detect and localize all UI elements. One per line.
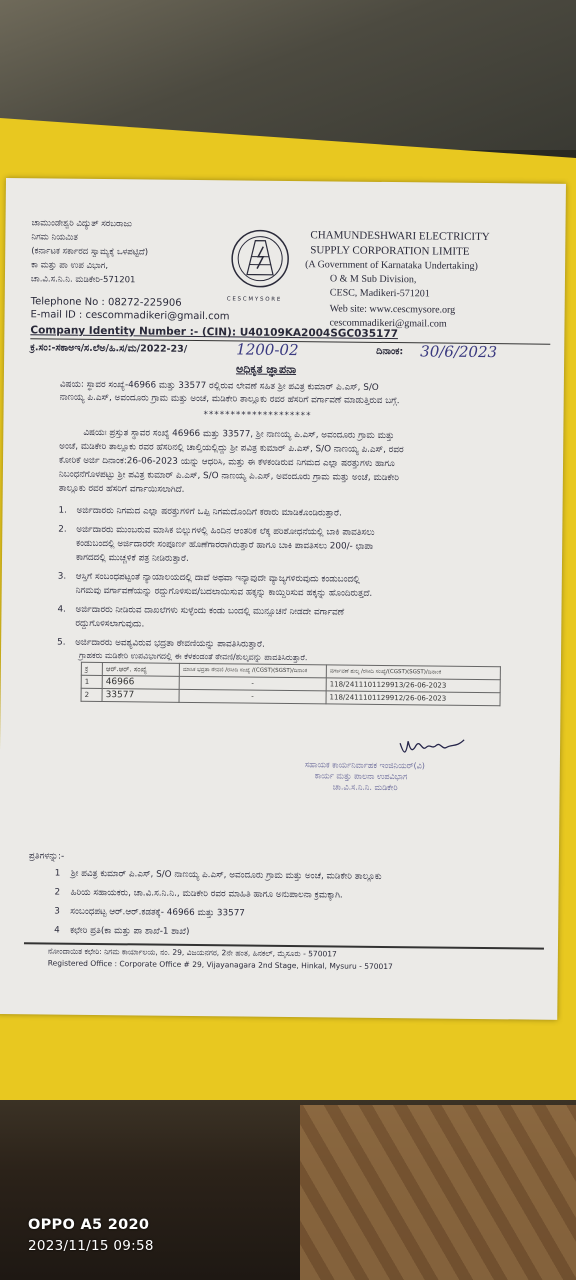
logo-caption: C E S C M Y S O R E (226, 296, 281, 303)
header-left-line: (ಕರ್ನಾಟಕ ಸರ್ಕಾರದ ಸ್ವಾಮ್ಯಕ್ಕೆ ಒಳಪಟ್ಟಿದೆ) (31, 246, 149, 258)
condition-text: ರದ್ದುಗೊಳಿಸಲಾಗುವುದು. (75, 618, 145, 630)
body-paragraph-line: ತಾಲ್ಲೂಕು ರವರ ಹೆಸರಿಗೆ ವರ್ಗಾಯಿಸಲಾಗಿದೆ. (58, 483, 185, 495)
copy-number: 3 (54, 906, 60, 917)
fees-table (81, 662, 501, 706)
copy-text: ಕಛೇರಿ ಪ್ರತಿ(ಕಾ ಮತ್ತು ಪಾ ಶಾಖೆ-1 ಶಾಖೆ) (70, 925, 190, 937)
table-cell: - (179, 676, 326, 691)
condition-number: 2. (58, 524, 67, 535)
copies-label: ಪ್ರತಿಗಳನ್ನು:- (28, 851, 65, 862)
office-email: cescommadikeri@gmail.com (329, 317, 447, 330)
condition-text: ಕಾಗದದಲ್ಲಿ ಮುಚ್ಚಳಿಕೆ ಪತ್ರ ನೀಡಿರುತ್ತಾರೆ. (75, 552, 189, 564)
signature-stamp (305, 759, 425, 793)
office-name: O & M Sub Division, (329, 273, 417, 286)
table-cell: 118/2411101129912/26-06-2023 (326, 691, 500, 706)
table-header-cell: ಆರ್.ಆರ್. ಸಂಖ್ಯೆ (102, 663, 179, 677)
condition-number: 5. (57, 637, 66, 648)
company-undertaking: (A Government of Karnataka Undertaking) (305, 259, 478, 272)
stamp-line: ಕಾರ್ಯ ಮತ್ತು ಪಾಲನಾ ಉಪವಿಭಾಗ (314, 771, 408, 782)
background-wood (300, 1105, 576, 1280)
body-paragraph-line: ನಿಬಂಧನೆಗೊಳಪಟ್ಟು ಶ್ರೀ ಪವಿತ್ರ ಕುಮಾರ್ ಪಿ.ಎಸ್, S/O ನಾಣಯ್ಯ ಪಿ.ಎಸ್, ಅವಂದೂರು ಗ್ರಾಮ ಮತ್ತು ಅಂಚೆ, ಮಡಿಕೇರಿ (58, 469, 399, 484)
header-left-line: ನಿಗಮ ನಿಯಮಿತ (31, 232, 79, 243)
stamp-line: ಚಾ.ವಿ.ಸ.ನಿ.ನಿ. ಮಡಿಕೇರಿ (332, 782, 398, 793)
body-paragraph-line: ಕೋರಿಕೆ ಅರ್ಜಿ ದಿನಾಂಕ:26-06-2023 ಯನ್ನು ಆಧರಿಸಿ, ಮತ್ತು ಈ ಕೆಳಕಂಡಿರುವ ನಿಗಮದ ಎಲ್ಲಾ ಷರತ್ತುಗಳು ಹಾಗೂ (58, 455, 395, 470)
condition-number: 3. (57, 571, 67, 582)
office-address: CESC, Madikeri-571201 (329, 287, 430, 300)
condition-number: 1. (58, 505, 67, 516)
cesc-logo-icon (225, 226, 296, 297)
date-handwritten: 30/6/2023 (420, 342, 498, 362)
table-cell: - (179, 689, 326, 704)
copy-text: ಹಿರಿಯ ಸಹಾಯಕರು, ಚಾ.ವಿ.ಸ.ನಿ.ನಿ., ಮಡಿಕೇರಿ ರವರ ಮಾಹಿತಿ ಹಾಗೂ ಅನುಪಾಲನಾ ಕ್ರಮಕ್ಕಾಗಿ. (70, 887, 343, 901)
condition-text: ಕಂಡುಬಂದಲ್ಲಿ ಅರ್ಜಿದಾರರೇ ಸಂಪೂರ್ಣ ಹೊಣೆಗಾರರಾಗಿರುತ್ತಾರೆ ಹಾಗೂ ಬಾಕಿ ಪಾವತಿಸಲು 200/- ಛಾಪಾ (76, 538, 374, 552)
table-cell: 2 (81, 688, 102, 701)
signature-icon (398, 735, 468, 760)
document-page (0, 178, 566, 1020)
stars-divider: ******************** (203, 410, 312, 422)
table-cell: 1 (81, 675, 102, 688)
table-header-cell: ವರ್ಗಾವಣೆ ಶುಲ್ಕ /ರಸೀದಿ ಸಂಖ್ಯೆ/(CGST)(SGST)/ದಿನಾಂಕ (326, 665, 500, 680)
header-left-line: ಕಾ ಮತ್ತು ಪಾ ಉಪ ವಿಭಾಗ, (31, 260, 109, 272)
cin: Company Identity Number :- (CIN): U40109KA2004SGC035177 (30, 324, 399, 341)
telephone: Telephone No : 08272-225906 (30, 296, 182, 309)
header-left-line: ಚಾಮುಂಡೇಶ್ವರಿ ವಿದ್ಯುತ್ ಸರಬರಾಜು (31, 218, 132, 230)
condition-number: 4. (57, 604, 66, 615)
header-left-line: ಚಾ.ವಿ.ಸ.ನಿ.ನಿ. ಮಡಿಕೇರಿ-571201 (30, 274, 136, 286)
copy-text: ಶ್ರೀ ಪವಿತ್ರ ಕುಮಾರ್ ಪಿ.ಎಸ್, S/O ನಾಣಯ್ಯ ಪಿ.ಎಸ್, ಅವಂದೂರು ಗ್ರಾಮ ಮತ್ತು ಅಂಚೆ, ಮಡಿಕೇರಿ ತಾಲ್ಲೂಕು (70, 868, 382, 882)
company-name-line2: SUPPLY CORPORATION LIMITE (310, 244, 470, 258)
copy-number: 4 (54, 925, 60, 936)
website: Web site: www.cescmysore.org (329, 303, 456, 316)
table-cell: 46966 (102, 676, 179, 690)
condition-text: ಅರ್ಜಿದಾರರು ಅವಶ್ಯವಿರುವ ಭದ್ರತಾ ಠೇವಣಿಯನ್ನು ಪಾವತಿಸಿರುತ್ತಾರೆ. (75, 637, 265, 650)
date-label: ದಿನಾಂಕ: (376, 345, 404, 358)
signature-text (406, 740, 410, 741)
subject-line: ವಿಷಯ: ಸ್ಥಾವರ ಸಂಖ್ಯೆ-46966 ಮತ್ತು 33577 ರಲ್ಲಿರುವ ಲೇವಣೆ ಸಹಿತ ಶ್ರೀ ಪವಿತ್ರ ಕುಮಾರ್ ಪಿ.ಎಸ್, S/O (59, 379, 379, 393)
subject-line: ನಾಣಯ್ಯ ಪಿ.ಎಸ್, ಅವಂದೂರು ಗ್ರಾಮ ಮತ್ತು ಅಂಚೆ, ಮಡಿಕೇರಿ ತಾಲ್ಲೂಕು ರವರ ಹೆಸರಿಗೆ ವರ್ಗಾವಣೆ ಮಾಡುತ್ತಿರುವ ಬಗ್ಗೆ. (59, 392, 400, 407)
camera-watermark-timestamp: 2023/11/15 09:58 (28, 1238, 154, 1254)
table-cell: 118/2411101129913/26-06-2023 (326, 678, 500, 693)
copy-number: 2 (54, 887, 61, 898)
copy-text: ಸಂಬಂಧಪಟ್ಟ ಆರ್.ಆರ್.ಕಡತಕ್ಕೆ- 46966 ಮತ್ತು 33577 (70, 906, 245, 919)
table-cell: 33577 (102, 689, 179, 703)
table-intro: ಗ್ರಾಹಕರು ಮಡಿಕೇರಿ ಉಪವಿಭಾಗದಲ್ಲಿ ಈ ಕೆಳಕಂಡಂತೆ ಠೇವಣಿ/ಶುಲ್ಕವನ್ನು ಪಾವತಿಸಿರುತ್ತಾರೆ. (78, 650, 308, 663)
body-paragraph-line: ವಿಷಯಃ ಪ್ರಸ್ತುತ ಸ್ಥಾವರ ಸಂಖ್ಯೆ 46966 ಮತ್ತು 33577, ಶ್ರೀ ನಾಣಯ್ಯ ಪಿ.ಎಸ್, ಅವಂದೂರು ಗ್ರಾಮ ಮತ್ತು (83, 427, 395, 442)
footer-kn: ನೋಂದಾಯಿತ ಕಛೇರಿ: ನಿಗಮ ಕಾರ್ಯಾಲಯ, ನಂ. 29, ವಿಜಯನಗರ, 2ನೇ ಹಂತ, ಹಿನಕಲ್, ಮೈಸೂರು - 570017 (47, 946, 337, 959)
footer-en: Registered Office : Corporate Office # 29, Vijayanagara 2nd Stage, Hinkal, Mysuru - 570017 (47, 958, 393, 972)
condition-text: ಅರ್ಜಿದಾರರು ನಿಗಮದ ಎಲ್ಲಾ ಷರತ್ತುಗಳಿಗೆ ಒಪ್ಪಿ ನಿಗಮದೊಂದಿಗೆ ಕರಾರು ಮಾಡಿಕೊಂಡಿರುತ್ತಾರೆ. (76, 505, 342, 519)
condition-text: ಅರ್ಜಿದಾರರು ನೀಡಿರುವ ದಾಖಲೆಗಳು ಸುಳ್ಳೆಂದು ಕಂಡು ಬಂದಲ್ಲಿ ಮುನ್ಸೂಚನೆ ನೀಡದೇ ವರ್ಗಾವಣೆ (75, 604, 345, 618)
body-paragraph-line: ಅಂಚೆ, ಮಡಿಕೇರಿ ತಾಲ್ಲೂಕು ರವರ ಹೆಸರಿನಲ್ಲಿ ಚಾಲ್ತಿಯಲ್ಲಿದ್ದು ಶ್ರೀ ಪವಿತ್ರ ಕುಮಾರ್ ಪಿ.ಎಸ್, S/O ನಾಣಯ್ಯ ಪಿ.ಎಸ್, ರವರ (59, 441, 404, 456)
reference-number-handwritten: 1200-02 (236, 340, 299, 360)
table-header-cell: ಮಾಸಿಕ ಭದ್ರತಾ ಠೇವಣಿ /ರಸೀದಿ ಸಂಖ್ಯೆ /(CGST)(SGST)/ದಿನಾಂಕ (179, 663, 326, 678)
stamp-line: ಸಹಾಯಕ ಕಾರ್ಯನಿರ್ವಾಹಕ ಇಂಜಿನಿಯರ್(ವಿ) (304, 760, 425, 771)
condition-text: ಆಸ್ತಿಗೆ ಸಂಬಂಧಪಟ್ಟಂತೆ ನ್ಯಾಯಾಲಯದಲ್ಲಿ ದಾವೆ ಅಥವಾ ಇನ್ಯಾವುದೇ ವ್ಯಾಜ್ಯಗಳಿರುವುದು ಕಂಡುಬಂದಲ್ಲಿ (75, 571, 360, 585)
condition-text: ಅರ್ಜಿದಾರರು ಮುಂಬರುವ ಮಾಸಿಕ ಬಿಲ್ಲುಗಳಲ್ಲಿ ಹಿಂದಿನ ಆಂತರಿಕ ಲೆಕ್ಕ ಪರಿಶೋಧನೆಯಲ್ಲಿ ಬಾಕಿ ಪಾವತಿಸಲು (76, 524, 375, 538)
document-title: ಅಧಿಕೃತ ಜ್ಞಾಪನಾ (235, 362, 297, 377)
reference-number-label: ಕ್ರ.ಸಂ:-ಸಕಾಅಇ/ಸ.ಲೆಅ/ಹಿ.ಸ/ಮ/2022-23/ (30, 342, 188, 355)
company-name-line1: CHAMUNDESHWARI ELECTRICITY (310, 229, 490, 244)
email: E-mail ID : cescommadikeri@gmail.com (30, 309, 230, 323)
camera-watermark-device: OPPO A5 2020 (28, 1217, 150, 1233)
copy-number: 1 (54, 868, 61, 879)
condition-text: ನಿಗಮವು ವರ್ಗಾವಣೆಯನ್ನು ರದ್ದುಗೊಳಿಸುವ/ಬದಲಾಯಿಸುವ ಹಕ್ಕನ್ನು ಕಾಯ್ದಿರಿಸುವ ಹಕ್ಕನ್ನು ಹೊಂದಿರುತ್ತದೆ. (75, 585, 373, 599)
table-header-cell: ಕ್ರ (81, 662, 102, 675)
